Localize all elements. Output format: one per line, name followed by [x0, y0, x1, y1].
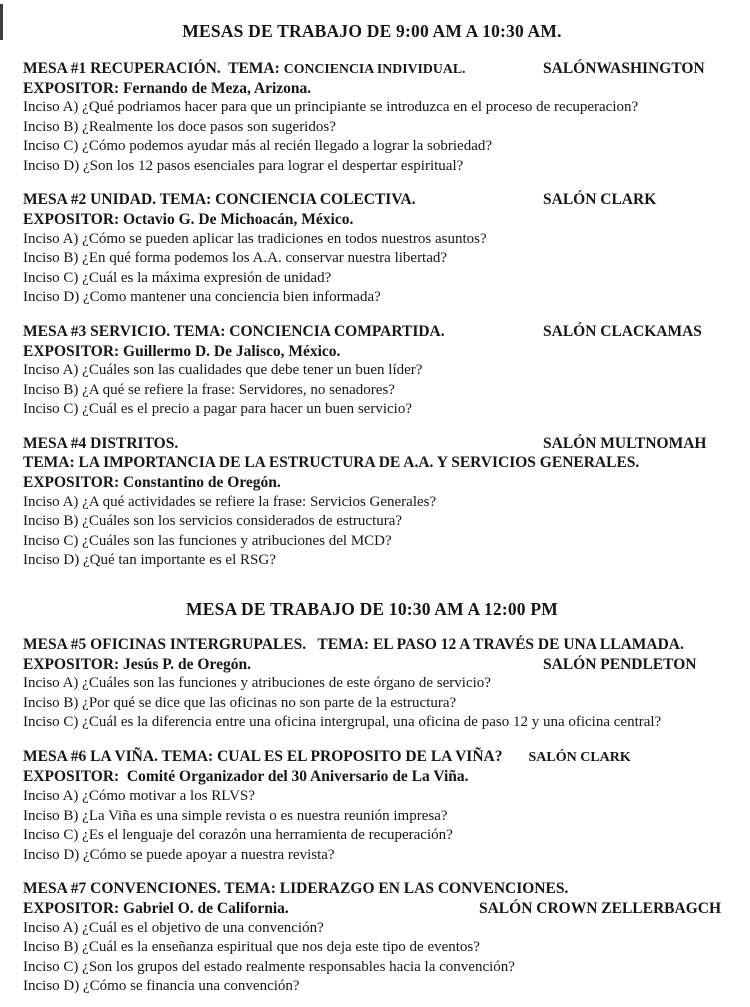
- mesa-1-block: [23, 59, 721, 176]
- mesa-3-inciso-a: Inciso A) ¿Cuáles son las cualidades que debe tener un buen líder?: [23, 362, 423, 379]
- mesa-3-title: MESA #3 SERVICIO. TEMA: CONCIENCIA COMPARTIDA.: [23, 322, 445, 340]
- mesa-6-expositor: EXPOSITOR: Comité Organizador del 30 Aniversario de La Viña.: [23, 768, 469, 786]
- mesa-6-inciso-d: Inciso D) ¿Cómo se puede apoyar a nuestra revista?: [23, 846, 335, 863]
- mesa-7-block: [23, 879, 721, 996]
- mesa-1-expositor: EXPOSITOR: Fernando de Meza, Arizona.: [23, 79, 312, 97]
- mesa-5-inciso-a: Inciso A) ¿Cuáles son las funciones y atribuciones de este órgano de servicio?: [23, 675, 491, 692]
- mesa-1-salon: SALÓNWASHINGTON: [543, 60, 705, 77]
- mesa-7-inciso-c: Inciso C) ¿Son los grupos del estado realmente responsables hacia la convención?: [23, 958, 515, 975]
- mesa-7-expositor-row: [23, 899, 721, 919]
- mesa-6-inciso-a: Inciso A) ¿Cómo motivar a los RLVS?: [23, 788, 255, 805]
- mesa-5-inciso-b: Inciso B) ¿Por qué se dice que las oficinas no son parte de la estructura?: [23, 694, 457, 711]
- mesa-2-inciso-b: Inciso B) ¿En qué forma podemos los A.A. conservar nuestra libertad?: [23, 250, 448, 267]
- mesa-1-heading-row: [23, 59, 721, 79]
- mesa-3-heading-row: [23, 322, 721, 342]
- mesa-7-inciso-a: Inciso A) ¿Cuál es el objetivo de una convención?: [23, 919, 324, 936]
- mesa-3-inciso-b: Inciso B) ¿A qué se refiere la frase: Servidores, no senadores?: [23, 381, 395, 398]
- mesa-2-heading-row: [23, 190, 721, 210]
- mesa-2-expositor: EXPOSITOR: Octavio G. De Michoacán, México.: [23, 211, 354, 229]
- mesa-6-salon: SALÓN CLARK: [528, 749, 631, 765]
- mesa-7-title: MESA #7 CONVENCIONES. TEMA: LIDERAZGO EN LAS CONVENCIONES.: [23, 880, 569, 898]
- mesa-4-block: [23, 434, 721, 571]
- mesa-5-block: [23, 635, 721, 733]
- mesa-3-inciso-c: Inciso C) ¿Cuál es el precio a pagar para hacer un buen servicio?: [23, 401, 412, 418]
- mesa-2-inciso-a: Inciso A) ¿Cómo se pueden aplicar las tradiciones en todos nuestros asuntos?: [23, 230, 487, 247]
- mesa-1-title: MESA #1 RECUPERACIÓN. TEMA:: [23, 60, 280, 77]
- mesa-4-expositor: EXPOSITOR: Constantino de Oregón.: [23, 474, 281, 492]
- mesa-1-inciso-a: Inciso A) ¿Qué podriamos hacer para que un principiante se introduzca en el proceso de recuperacion?: [23, 99, 639, 116]
- section-title-morning: MESAS DE TRABAJO DE 9:00 AM A 10:30 AM.: [182, 21, 562, 41]
- mesa-6-title: MESA #6 LA VIÑA. TEMA: CUAL ES EL PROPOSITO DE LA VIÑA?: [23, 747, 503, 765]
- mesa-1-inciso-b: Inciso B) ¿Realmente los doce pasos son sugeridos?: [23, 118, 336, 135]
- scan-edge-artifact: [0, 4, 3, 40]
- mesa-2-inciso-d: Inciso D) ¿Como mantener una conciencia bien informada?: [23, 289, 381, 306]
- mesa-5-title: MESA #5 OFICINAS INTERGRUPALES. TEMA: EL PASO 12 A TRAVÉS DE UNA LLAMADA.: [23, 635, 684, 653]
- mesa-4-inciso-d: Inciso D) ¿Qué tan importante es el RSG?: [23, 552, 276, 569]
- mesa-6-inciso-b: Inciso B) ¿La Viña es una simple revista o es nuestra reunión impresa?: [23, 807, 448, 824]
- mesa-1-inciso-d: Inciso D) ¿Son los 12 pasos esenciales para lograr el despertar espiritual?: [23, 157, 464, 174]
- mesa-1-tema-inline: CONCIENCIA INDIVIDUAL.: [283, 61, 466, 76]
- mesa-7-inciso-d: Inciso D) ¿Cómo se financia una convención?: [23, 978, 300, 995]
- mesa-5-salon: SALÓN PENDLETON: [543, 655, 697, 673]
- mesa-7-inciso-b: Inciso B) ¿Cuál es la enseñanza espiritual que nos deja este tipo de eventos?: [23, 939, 480, 956]
- mesa-4-inciso-b: Inciso B) ¿Cuáles son los servicios considerados de estructura?: [23, 513, 403, 530]
- mesa-2-inciso-c: Inciso C) ¿Cuál es la máxima expresión de unidad?: [23, 269, 332, 286]
- mesa-4-salon: SALÓN MULTNOMAH: [543, 434, 707, 452]
- mesa-4-inciso-c: Inciso C) ¿Cuáles son las funciones y atribuciones del MCD?: [23, 532, 392, 549]
- mesa-4-heading-row: [23, 434, 721, 454]
- mesa-6-heading-row: [23, 747, 721, 768]
- mesa-5-expositor-row: [23, 655, 721, 675]
- mesa-7-expositor: EXPOSITOR: Gabriel O. de California.: [23, 899, 289, 917]
- mesa-1-inciso-c: Inciso C) ¿Cómo podemos ayudar más al recién llegado a lograr la sobriedad?: [23, 138, 493, 155]
- mesa-4-inciso-a: Inciso A) ¿A qué actividades se refiere la frase: Servicios Generales?: [23, 493, 437, 510]
- mesa-3-expositor: EXPOSITOR: Guillermo D. De Jalisco, México.: [23, 342, 341, 360]
- section-title-midday: MESA DE TRABAJO DE 10:30 AM A 12:00 PM: [186, 598, 558, 619]
- mesa-5-expositor: EXPOSITOR: Jesús P. de Oregón.: [23, 655, 251, 673]
- mesa-4-tema-line: TEMA: LA IMPORTANCIA DE LA ESTRUCTURA DE A.A. Y SERVICIOS GENERALES.: [23, 454, 640, 472]
- mesa-2-salon: SALÓN CLARK: [543, 191, 657, 209]
- mesa-4-title: MESA #4 DISTRITOS.: [23, 434, 179, 452]
- mesa-2-title: MESA #2 UNIDAD. TEMA: CONCIENCIA COLECTIVA.: [23, 191, 416, 209]
- mesa-6-block: [23, 747, 721, 865]
- mesa-6-inciso-c: Inciso C) ¿Es el lenguaje del corazón una herramienta de recuperación?: [23, 827, 453, 844]
- mesa-2-block: [23, 190, 721, 307]
- mesa-3-salon: SALÓN CLACKAMAS: [543, 322, 702, 340]
- mesa-5-inciso-c: Inciso C) ¿Cuál es la diferencia entre una oficina intergrupal, una oficina de paso 12 y una oficina central?: [23, 714, 662, 731]
- mesa-3-block: [23, 322, 721, 420]
- mesa-7-salon: SALÓN CROWN ZELLERBAGCH: [478, 899, 721, 917]
